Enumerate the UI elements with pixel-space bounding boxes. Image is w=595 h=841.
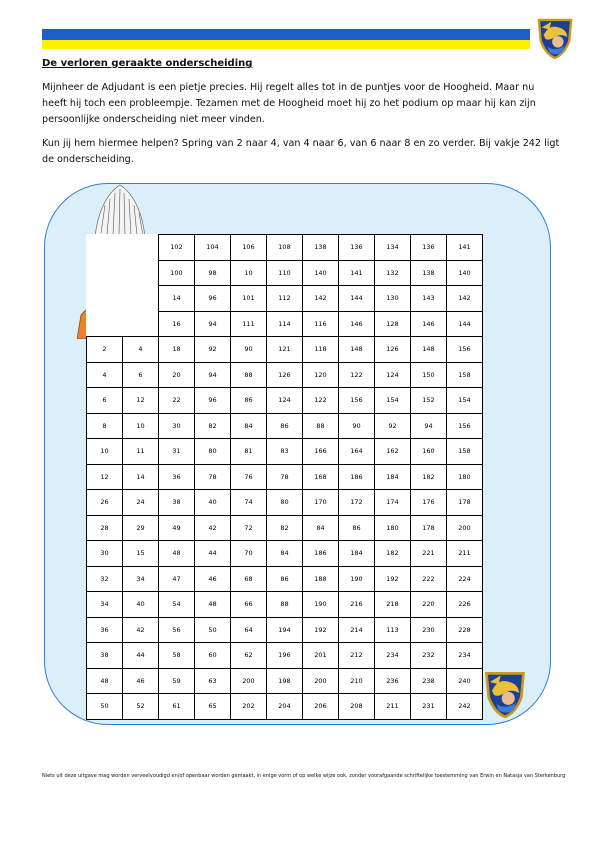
- maze-cell[interactable]: 124: [267, 388, 303, 414]
- maze-cell[interactable]: 58: [159, 643, 195, 669]
- maze-cell[interactable]: 86: [267, 413, 303, 439]
- maze-cell[interactable]: 180: [375, 515, 411, 541]
- maze-cell[interactable]: 160: [411, 439, 447, 465]
- maze-cell[interactable]: 29: [123, 515, 159, 541]
- maze-cell[interactable]: 210: [339, 668, 375, 694]
- maze-cell[interactable]: 96: [195, 286, 231, 312]
- maze-row: [87, 643, 483, 669]
- maze-cell[interactable]: 192: [375, 566, 411, 592]
- maze-cell[interactable]: 40: [123, 592, 159, 618]
- maze-cell[interactable]: 46: [123, 668, 159, 694]
- maze-cell[interactable]: 142: [447, 286, 483, 312]
- maze-cell[interactable]: 84: [231, 413, 267, 439]
- maze-cell[interactable]: 2: [87, 337, 123, 363]
- maze-cell[interactable]: 4: [87, 362, 123, 388]
- maze-cell[interactable]: 196: [267, 643, 303, 669]
- maze-cell[interactable]: 182: [411, 464, 447, 490]
- maze-cell[interactable]: 81: [231, 439, 267, 465]
- maze-cell[interactable]: 24: [123, 490, 159, 516]
- maze-cell[interactable]: 234: [375, 643, 411, 669]
- maze-cell[interactable]: 138: [303, 235, 339, 261]
- maze-cell[interactable]: 112: [267, 286, 303, 312]
- maze-cell[interactable]: 44: [195, 541, 231, 567]
- maze-cell[interactable]: 90: [339, 413, 375, 439]
- maze-cell[interactable]: 22: [159, 388, 195, 414]
- number-maze-grid: [86, 234, 483, 720]
- maze-cell[interactable]: 12: [123, 388, 159, 414]
- maze-cell[interactable]: 128: [375, 311, 411, 337]
- maze-cell[interactable]: 170: [303, 490, 339, 516]
- maze-cell[interactable]: 80: [195, 439, 231, 465]
- maze-cell[interactable]: 182: [375, 541, 411, 567]
- maze-cell[interactable]: 198: [267, 668, 303, 694]
- maze-row: [87, 235, 483, 261]
- maze-cell[interactable]: 82: [267, 515, 303, 541]
- maze-cell[interactable]: 212: [339, 643, 375, 669]
- maze-cell[interactable]: 174: [375, 490, 411, 516]
- maze-cell[interactable]: 98: [195, 260, 231, 286]
- maze-cell[interactable]: 104: [195, 235, 231, 261]
- maze-cell[interactable]: 208: [339, 694, 375, 720]
- maze-cell[interactable]: 226: [447, 592, 483, 618]
- maze-cell[interactable]: 34: [87, 592, 123, 618]
- maze-cell[interactable]: 50: [87, 694, 123, 720]
- maze-cell[interactable]: 124: [375, 362, 411, 388]
- maze-row: [87, 694, 483, 720]
- maze-cell[interactable]: 8: [87, 413, 123, 439]
- maze-cell[interactable]: 83: [267, 439, 303, 465]
- maze-cell[interactable]: 16: [159, 311, 195, 337]
- maze-row: [87, 337, 483, 363]
- maze-cell[interactable]: 126: [375, 337, 411, 363]
- maze-cell[interactable]: 88: [267, 592, 303, 618]
- maze-cell[interactable]: 234: [447, 643, 483, 669]
- maze-cell[interactable]: 40: [195, 490, 231, 516]
- maze-cell[interactable]: 122: [339, 362, 375, 388]
- maze-cell[interactable]: 150: [411, 362, 447, 388]
- maze-cell[interactable]: 32: [87, 566, 123, 592]
- maze-cell[interactable]: 200: [303, 668, 339, 694]
- maze-cell[interactable]: 48: [195, 592, 231, 618]
- maze-cell[interactable]: 201: [303, 643, 339, 669]
- maze-cell[interactable]: 92: [195, 337, 231, 363]
- maze-cell[interactable]: 106: [231, 235, 267, 261]
- maze-cell[interactable]: 36: [159, 464, 195, 490]
- maze-cell[interactable]: 44: [123, 643, 159, 669]
- maze-cell[interactable]: 4: [123, 337, 159, 363]
- header-stripe-blue: [42, 29, 530, 40]
- maze-cell[interactable]: 116: [303, 311, 339, 337]
- maze-cell[interactable]: 42: [195, 515, 231, 541]
- maze-cell[interactable]: 230: [411, 617, 447, 643]
- maze-cell[interactable]: 162: [375, 439, 411, 465]
- maze-empty-cell: [87, 260, 123, 286]
- maze-cell[interactable]: 10: [87, 439, 123, 465]
- maze-row: [87, 592, 483, 618]
- maze-cell[interactable]: 31: [159, 439, 195, 465]
- maze-cell[interactable]: 216: [339, 592, 375, 618]
- maze-cell[interactable]: 28: [87, 515, 123, 541]
- maze-cell[interactable]: 146: [411, 311, 447, 337]
- maze-cell[interactable]: 211: [375, 694, 411, 720]
- maze-cell[interactable]: 200: [231, 668, 267, 694]
- maze-cell[interactable]: 141: [339, 260, 375, 286]
- maze-cell[interactable]: 238: [411, 668, 447, 694]
- maze-cell[interactable]: 142: [303, 286, 339, 312]
- maze-cell[interactable]: 88: [303, 413, 339, 439]
- maze-cell[interactable]: 190: [303, 592, 339, 618]
- maze-cell[interactable]: 192: [303, 617, 339, 643]
- maze-cell[interactable]: 204: [267, 694, 303, 720]
- maze-cell[interactable]: 20: [159, 362, 195, 388]
- maze-cell[interactable]: 242: [447, 694, 483, 720]
- maze-cell[interactable]: 36: [87, 617, 123, 643]
- maze-row: [87, 439, 483, 465]
- maze-cell[interactable]: 50: [195, 617, 231, 643]
- maze-cell[interactable]: 92: [375, 413, 411, 439]
- maze-cell[interactable]: 156: [447, 337, 483, 363]
- maze-cell[interactable]: 52: [123, 694, 159, 720]
- worksheet-title: De verloren geraakte onderscheiding: [42, 58, 253, 69]
- maze-cell[interactable]: 65: [195, 694, 231, 720]
- maze-cell[interactable]: 178: [411, 515, 447, 541]
- maze-cell[interactable]: 186: [339, 464, 375, 490]
- maze-empty-cell: [123, 311, 159, 337]
- maze-cell[interactable]: 86: [339, 515, 375, 541]
- maze-cell[interactable]: 63: [195, 668, 231, 694]
- maze-cell[interactable]: 184: [339, 541, 375, 567]
- maze-cell[interactable]: 111: [231, 311, 267, 337]
- maze-cell[interactable]: 10: [123, 413, 159, 439]
- maze-row: [87, 490, 483, 516]
- maze-cell[interactable]: 164: [339, 439, 375, 465]
- maze-cell[interactable]: 48: [87, 668, 123, 694]
- maze-cell[interactable]: 158: [447, 439, 483, 465]
- maze-cell[interactable]: 166: [303, 439, 339, 465]
- maze-cell[interactable]: 136: [411, 235, 447, 261]
- maze-cell[interactable]: 86: [231, 388, 267, 414]
- maze-cell[interactable]: 202: [231, 694, 267, 720]
- maze-cell[interactable]: 88: [231, 362, 267, 388]
- maze-row: [87, 260, 483, 286]
- maze-cell[interactable]: 120: [303, 362, 339, 388]
- maze-cell[interactable]: 62: [231, 643, 267, 669]
- maze-cell[interactable]: 194: [267, 617, 303, 643]
- maze-cell[interactable]: 38: [159, 490, 195, 516]
- maze-cell[interactable]: 48: [159, 541, 195, 567]
- maze-cell[interactable]: 80: [267, 490, 303, 516]
- maze-cell[interactable]: 228: [447, 617, 483, 643]
- maze-cell[interactable]: 18: [159, 337, 195, 363]
- maze-row: [87, 388, 483, 414]
- maze-cell[interactable]: 94: [195, 311, 231, 337]
- maze-cell[interactable]: 54: [159, 592, 195, 618]
- maze-cell[interactable]: 78: [195, 464, 231, 490]
- instruction-paragraph: Kun jij hem hiermee helpen? Spring van 2 naar 4, van 4 naar 6, van 6 naar 8 en zo verder. Bij vakje 242 ligt de onderscheiding.: [42, 138, 560, 165]
- maze-cell[interactable]: 126: [267, 362, 303, 388]
- maze-cell[interactable]: 14: [123, 464, 159, 490]
- maze-cell[interactable]: 140: [447, 260, 483, 286]
- maze-cell[interactable]: 101: [231, 286, 267, 312]
- maze-cell[interactable]: 186: [303, 541, 339, 567]
- maze-cell[interactable]: 152: [411, 388, 447, 414]
- maze-cell[interactable]: 11: [123, 439, 159, 465]
- maze-cell[interactable]: 86: [267, 566, 303, 592]
- maze-cell[interactable]: 102: [159, 235, 195, 261]
- maze-cell[interactable]: 176: [411, 490, 447, 516]
- maze-row: [87, 286, 483, 312]
- maze-cell[interactable]: 143: [411, 286, 447, 312]
- maze-cell[interactable]: 6: [87, 388, 123, 414]
- maze-cell[interactable]: 140: [303, 260, 339, 286]
- maze-cell[interactable]: 200: [447, 515, 483, 541]
- maze-cell[interactable]: 49: [159, 515, 195, 541]
- maze-cell[interactable]: 68: [231, 566, 267, 592]
- maze-row: [87, 541, 483, 567]
- maze-cell[interactable]: 190: [339, 566, 375, 592]
- maze-cell[interactable]: 114: [267, 311, 303, 337]
- maze-cell[interactable]: 122: [303, 388, 339, 414]
- maze-cell[interactable]: 214: [339, 617, 375, 643]
- maze-empty-cell: [87, 286, 123, 312]
- maze-cell[interactable]: 218: [375, 592, 411, 618]
- maze-cell[interactable]: 14: [159, 286, 195, 312]
- maze-cell[interactable]: 206: [303, 694, 339, 720]
- maze-cell[interactable]: 154: [447, 388, 483, 414]
- maze-cell[interactable]: 10: [231, 260, 267, 286]
- maze-cell[interactable]: 148: [339, 337, 375, 363]
- maze-cell[interactable]: 96: [195, 388, 231, 414]
- maze-cell[interactable]: 60: [195, 643, 231, 669]
- maze-cell[interactable]: 6: [123, 362, 159, 388]
- maze-cell[interactable]: 232: [411, 643, 447, 669]
- maze-cell[interactable]: 211: [447, 541, 483, 567]
- maze-row: [87, 362, 483, 388]
- maze-cell[interactable]: 221: [411, 541, 447, 567]
- maze-cell[interactable]: 236: [375, 668, 411, 694]
- maze-cell[interactable]: 222: [411, 566, 447, 592]
- maze-row: [87, 464, 483, 490]
- maze-cell[interactable]: 138: [411, 260, 447, 286]
- maze-cell[interactable]: 15: [123, 541, 159, 567]
- maze-cell[interactable]: 220: [411, 592, 447, 618]
- maze-cell[interactable]: 26: [87, 490, 123, 516]
- maze-cell[interactable]: 72: [231, 515, 267, 541]
- maze-cell[interactable]: 47: [159, 566, 195, 592]
- intro-paragraph: Mijnheer de Adjudant is een pietje precies. Hij regelt alles tot in de puntjes voor de Hoogheid. Maar nu heeft hij toch een probleempje. Tezamen met de Hoogheid moet hij zo het podium op maar hij kan zijn persoonlijke onderscheiding niet meer vinden.: [42, 82, 536, 125]
- maze-row: [87, 413, 483, 439]
- maze-cell[interactable]: 70: [231, 541, 267, 567]
- maze-cell[interactable]: 156: [447, 413, 483, 439]
- maze-cell[interactable]: 113: [375, 617, 411, 643]
- maze-cell[interactable]: 141: [447, 235, 483, 261]
- maze-cell[interactable]: 46: [195, 566, 231, 592]
- maze-cell[interactable]: 156: [339, 388, 375, 414]
- maze-cell[interactable]: 146: [339, 311, 375, 337]
- maze-cell[interactable]: 231: [411, 694, 447, 720]
- maze-cell[interactable]: 30: [87, 541, 123, 567]
- maze-cell[interactable]: 94: [195, 362, 231, 388]
- maze-cell[interactable]: 136: [339, 235, 375, 261]
- maze-empty-cell: [123, 260, 159, 286]
- maze-row: [87, 668, 483, 694]
- maze-cell[interactable]: 188: [303, 566, 339, 592]
- maze-cell[interactable]: 94: [411, 413, 447, 439]
- maze-cell[interactable]: 76: [231, 464, 267, 490]
- maze-cell[interactable]: 121: [267, 337, 303, 363]
- maze-cell[interactable]: 118: [303, 337, 339, 363]
- maze-cell[interactable]: 100: [159, 260, 195, 286]
- maze-row: [87, 311, 483, 337]
- maze-cell[interactable]: 224: [447, 566, 483, 592]
- maze-cell[interactable]: 74: [231, 490, 267, 516]
- maze-cell[interactable]: 108: [267, 235, 303, 261]
- maze-cell[interactable]: 61: [159, 694, 195, 720]
- maze-cell[interactable]: 84: [303, 515, 339, 541]
- maze-cell[interactable]: 144: [447, 311, 483, 337]
- maze-cell[interactable]: 134: [375, 235, 411, 261]
- maze-row: [87, 617, 483, 643]
- maze-cell[interactable]: 184: [375, 464, 411, 490]
- maze-cell[interactable]: 42: [123, 617, 159, 643]
- copyright-footer: Niets uit deze uitgave mag worden verveelvoudigd en/of openbaar worden gemaakt, in enige vorm of op welke wijze ook, zonder voorafgaande schriftelijke toestemming van Erwin en Natasja van Sterkenburg: [42, 773, 566, 779]
- maze-cell[interactable]: 78: [267, 464, 303, 490]
- maze-cell[interactable]: 90: [231, 337, 267, 363]
- maze-empty-cell: [87, 311, 123, 337]
- maze-row: [87, 515, 483, 541]
- maze-cell[interactable]: 158: [447, 362, 483, 388]
- maze-cell[interactable]: 168: [303, 464, 339, 490]
- maze-empty-cell: [87, 235, 123, 261]
- maze-cell[interactable]: 110: [267, 260, 303, 286]
- jester-shield-logo-icon: [483, 669, 527, 719]
- maze-row: [87, 566, 483, 592]
- maze-cell[interactable]: 64: [231, 617, 267, 643]
- maze-cell[interactable]: 82: [195, 413, 231, 439]
- maze-empty-cell: [123, 235, 159, 261]
- maze-cell[interactable]: 12: [87, 464, 123, 490]
- maze-cell[interactable]: 178: [447, 490, 483, 516]
- maze-cell[interactable]: 66: [231, 592, 267, 618]
- maze-cell[interactable]: 132: [375, 260, 411, 286]
- maze-cell[interactable]: 84: [267, 541, 303, 567]
- maze-cell[interactable]: 30: [159, 413, 195, 439]
- maze-cell[interactable]: 144: [339, 286, 375, 312]
- maze-cell[interactable]: 240: [447, 668, 483, 694]
- maze-cell[interactable]: 56: [159, 617, 195, 643]
- maze-cell[interactable]: 59: [159, 668, 195, 694]
- jester-shield-logo-icon: [536, 16, 574, 60]
- maze-cell[interactable]: 180: [447, 464, 483, 490]
- maze-cell[interactable]: 172: [339, 490, 375, 516]
- maze-cell[interactable]: 154: [375, 388, 411, 414]
- maze-cell[interactable]: 38: [87, 643, 123, 669]
- maze-cell[interactable]: 34: [123, 566, 159, 592]
- maze-cell[interactable]: 130: [375, 286, 411, 312]
- maze-empty-cell: [123, 286, 159, 312]
- maze-cell[interactable]: 148: [411, 337, 447, 363]
- header-stripe-yellow: [42, 40, 530, 49]
